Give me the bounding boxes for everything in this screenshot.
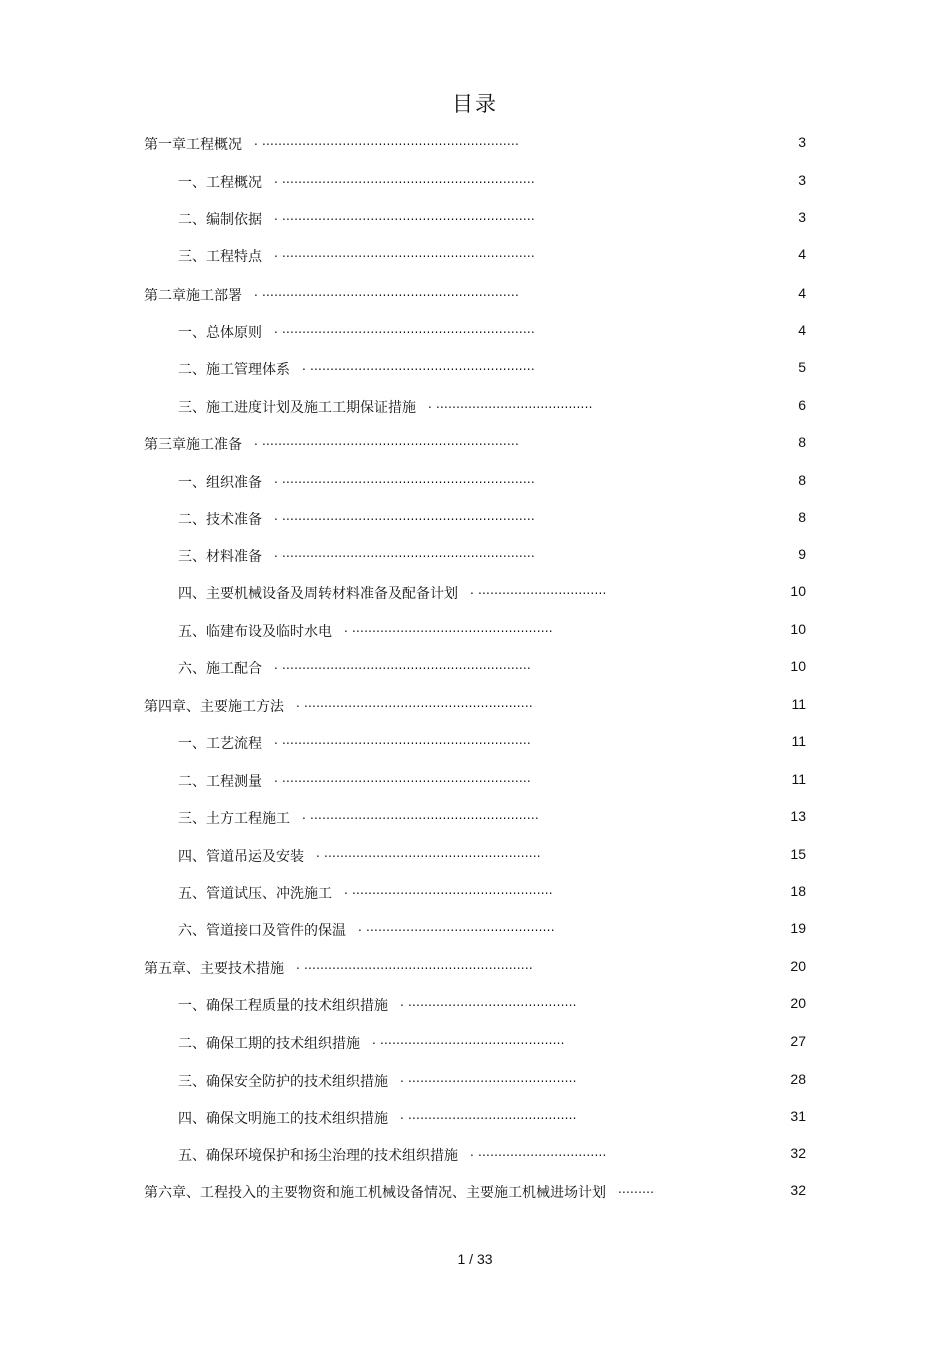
page-title: 目录	[452, 92, 498, 116]
toc-entry[interactable]	[0, 690, 950, 720]
toc-entry-label: 一、总体原则	[178, 325, 262, 341]
toc-entry-page-number: 9	[798, 546, 806, 562]
toc-entry-page-number: 20	[790, 995, 806, 1011]
toc-entry[interactable]	[0, 203, 950, 233]
toc-entry-page-number: 8	[798, 509, 806, 525]
toc-entry-page-number: 4	[798, 246, 806, 262]
toc-entry[interactable]	[0, 1139, 950, 1169]
toc-entry-label: 第四章、主要施工方法	[144, 699, 284, 715]
toc-entry[interactable]	[0, 1065, 950, 1095]
toc-entry-label: 二、技术准备	[178, 512, 262, 528]
toc-entry[interactable]	[0, 952, 950, 982]
toc-entry-leader-dots: . ...............................................	[358, 920, 555, 934]
toc-entry-label: 六、管道接口及管件的保温	[178, 923, 346, 939]
toc-entry-label: 五、临建布设及临时水电	[178, 624, 332, 640]
toc-entry-page-number: 10	[790, 658, 806, 674]
toc-entry-leader-dots: . ...............................................................	[274, 209, 535, 223]
toc-entry-leader-dots: . ........................................................	[302, 359, 535, 373]
toc-entry-label: 第三章施工准备	[144, 437, 242, 453]
toc-entry-leader-dots: . ...............................................................	[274, 546, 535, 560]
toc-entry-leader-dots: . ...............................................................	[274, 472, 535, 486]
toc-entry-page-number: 11	[791, 733, 806, 749]
toc-entry-leader-dots: . ..................................................	[344, 883, 553, 897]
toc-entry-leader-dots: . .........................................................	[296, 696, 533, 710]
toc-entry-label: 三、土方工程施工	[178, 811, 290, 827]
toc-entry-page-number: 11	[791, 771, 806, 787]
toc-entry-leader-dots: . .......................................	[428, 397, 593, 411]
toc-entry-label: 一、确保工程质量的技术组织措施	[178, 998, 388, 1014]
toc-entry-page-number: 32	[790, 1182, 806, 1198]
toc-entry-leader-dots: . ................................	[470, 583, 607, 597]
toc-entry-page-number: 4	[798, 322, 806, 338]
toc-entry-leader-dots: . ..................................................	[344, 621, 553, 635]
toc-entry[interactable]	[0, 765, 950, 795]
toc-entry-leader-dots: . ..........................................	[400, 1071, 577, 1085]
toc-entry-label: 一、工程概况	[178, 175, 262, 191]
toc-entry-page-number: 13	[790, 808, 806, 824]
toc-entry-leader-dots: . .........................................................	[296, 958, 533, 972]
toc-entry-leader-dots: . ..............................................................	[274, 733, 531, 747]
toc-entry-leader-dots: . ................................................................	[254, 285, 519, 299]
toc-entry-page-number: 8	[798, 472, 806, 488]
toc-entry-page-number: 27	[790, 1033, 806, 1049]
toc-entry[interactable]	[0, 540, 950, 570]
toc-entry-label: 三、工程特点	[178, 249, 262, 265]
toc-entry-leader-dots: . ......................................................	[316, 846, 541, 860]
toc-entry[interactable]	[0, 1027, 950, 1057]
toc-entry-page-number: 11	[791, 696, 806, 712]
toc-entry-leader-dots: . .........................................................	[302, 808, 539, 822]
toc-entry-leader-dots: . ...............................................................	[274, 322, 535, 336]
toc-entry-label: 四、主要机械设备及周转材料准备及配备计划	[178, 586, 458, 602]
toc-entry[interactable]	[0, 279, 950, 309]
toc-entry-label: 四、管道吊运及安装	[178, 849, 304, 865]
toc-entry[interactable]	[0, 240, 950, 270]
toc-entry-page-number: 20	[790, 958, 806, 974]
toc-entry[interactable]	[0, 1102, 950, 1132]
toc-entry[interactable]	[0, 877, 950, 907]
toc-entry-page-number: 15	[790, 846, 806, 862]
toc-entry[interactable]	[0, 914, 950, 944]
toc-entry[interactable]	[0, 428, 950, 458]
toc-entry-label: 五、确保环境保护和扬尘治理的技术组织措施	[178, 1148, 458, 1164]
toc-entry-label: 四、确保文明施工的技术组织措施	[178, 1111, 388, 1127]
toc-entry-label: 六、施工配合	[178, 661, 262, 677]
toc-entry-label: 第一章工程概况	[144, 137, 242, 153]
toc-entry-leader-dots: . ...............................................................	[274, 509, 535, 523]
toc-entry-page-number: 3	[798, 209, 806, 225]
toc-entry-label: 二、工程测量	[178, 774, 262, 790]
toc-entry[interactable]	[0, 615, 950, 645]
toc-entry-label: 二、确保工期的技术组织措施	[178, 1036, 360, 1052]
toc-entry-page-number: 3	[798, 134, 806, 150]
toc-entry-leader-dots: . ..............................................................	[274, 771, 531, 785]
toc-entry-leader-dots: . ................................	[470, 1145, 607, 1159]
toc-entry[interactable]	[0, 353, 950, 383]
toc-entry-page-number: 6	[798, 397, 806, 413]
toc-entry[interactable]	[0, 802, 950, 832]
toc-entry-page-number: 10	[790, 621, 806, 637]
toc-entry[interactable]	[0, 727, 950, 757]
toc-entry-page-number: 8	[798, 434, 806, 450]
toc-entry-leader-dots: .........	[618, 1182, 655, 1196]
toc-entry-label: 二、施工管理体系	[178, 362, 290, 378]
toc-entry[interactable]	[0, 840, 950, 870]
toc-entry-leader-dots: . ...............................................................	[274, 246, 535, 260]
toc-entry-page-number: 19	[790, 920, 806, 936]
toc-entry-label: 五、管道试压、冲洗施工	[178, 886, 332, 902]
toc-entry-page-number: 28	[790, 1071, 806, 1087]
toc-entry-page-number: 18	[790, 883, 806, 899]
toc-entry[interactable]	[0, 652, 950, 682]
toc-entry-label: 一、工艺流程	[178, 736, 262, 752]
toc-entry-page-number: 4	[798, 285, 806, 301]
page-number-footer: 1 / 33	[457, 1251, 493, 1267]
toc-entry-label: 三、施工进度计划及施工工期保证措施	[178, 400, 416, 416]
toc-entry-leader-dots: . ..........................................	[400, 995, 577, 1009]
toc-entry-leader-dots: . ..............................................	[372, 1033, 565, 1047]
toc-entry[interactable]	[0, 391, 950, 421]
toc-entry-leader-dots: . ..............................................................	[274, 658, 531, 672]
toc-entry-label: 三、确保安全防护的技术组织措施	[178, 1074, 388, 1090]
toc-entry[interactable]	[0, 1176, 950, 1206]
toc-entry-label: 二、编制依据	[178, 212, 262, 228]
toc-entry-label: 三、材料准备	[178, 549, 262, 565]
toc-entry-label: 第五章、主要技术措施	[144, 961, 284, 977]
toc-entry-leader-dots: . ...............................................................	[274, 172, 535, 186]
toc-entry-page-number: 31	[790, 1108, 806, 1124]
toc-entry-page-number: 10	[790, 583, 806, 599]
toc-entry[interactable]	[0, 989, 950, 1019]
toc-entry[interactable]	[0, 316, 950, 346]
toc-entry-label: 第二章施工部署	[144, 288, 242, 304]
toc-entry-page-number: 3	[798, 172, 806, 188]
toc-entry-leader-dots: . ..........................................	[400, 1108, 577, 1122]
toc-entry-page-number: 32	[790, 1145, 806, 1161]
toc-entry-leader-dots: . ................................................................	[254, 134, 519, 148]
toc-entry-leader-dots: . ................................................................	[254, 434, 519, 448]
toc-entry[interactable]	[0, 466, 950, 496]
toc-entry-label: 第六章、工程投入的主要物资和施工机械设备情况、主要施工机械进场计划	[144, 1185, 606, 1201]
toc-entry-label: 一、组织准备	[178, 475, 262, 491]
toc-entry-page-number: 5	[798, 359, 806, 375]
toc-entry[interactable]	[0, 503, 950, 533]
toc-entry[interactable]	[0, 128, 950, 158]
toc-entry[interactable]	[0, 577, 950, 607]
toc-entry[interactable]	[0, 166, 950, 196]
